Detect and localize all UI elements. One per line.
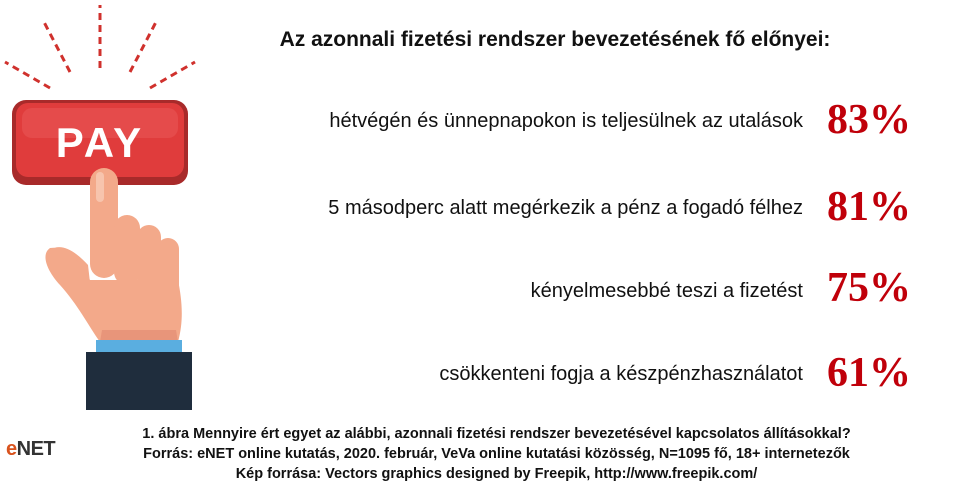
benefit-label: 5 másodperc alatt megérkezik a pénz a fogadó félhez: [328, 197, 803, 219]
benefit-value: 61%: [827, 350, 911, 396]
benefit-label: hétvégén és ünnepnapokon is teljesülnek az utalások: [329, 110, 803, 132]
hand-icon: [45, 168, 181, 342]
pay-button-label: PAY: [55, 119, 145, 166]
figure-caption: [40, 424, 953, 484]
benefit-value: 75%: [827, 265, 911, 311]
chart-title: Az azonnali fizetési rendszer bevezetésének fő előnyei:: [279, 28, 831, 51]
benefit-value: 83%: [827, 97, 911, 143]
caption-source: Forrás: eNET online kutatás, 2020. február, VeVa online kutatási közösség, N=1095 fő, 18+ internetezők: [143, 446, 850, 462]
enet-logo: eNET: [6, 438, 56, 460]
caption-question: 1. ábra Mennyire ért egyet az alábbi, azonnali fizetési rendszer bevezetésével kapcsolatos állításokkal?: [142, 426, 851, 442]
pay-illustration: [0, 0, 240, 410]
cuff: [96, 340, 182, 352]
benefit-label: csökkenteni fogja a készpénzhasználatot: [439, 363, 803, 385]
caption-image-credit: Kép forrása: Vectors graphics designed by Freepik, http://www.freepik.com/: [235, 466, 758, 482]
rays-icon: [5, 5, 195, 88]
benefit-label: kényelmesebbé teszi a fizetést: [530, 280, 803, 302]
sleeve: [86, 352, 192, 410]
benefit-value: 81%: [827, 184, 911, 230]
